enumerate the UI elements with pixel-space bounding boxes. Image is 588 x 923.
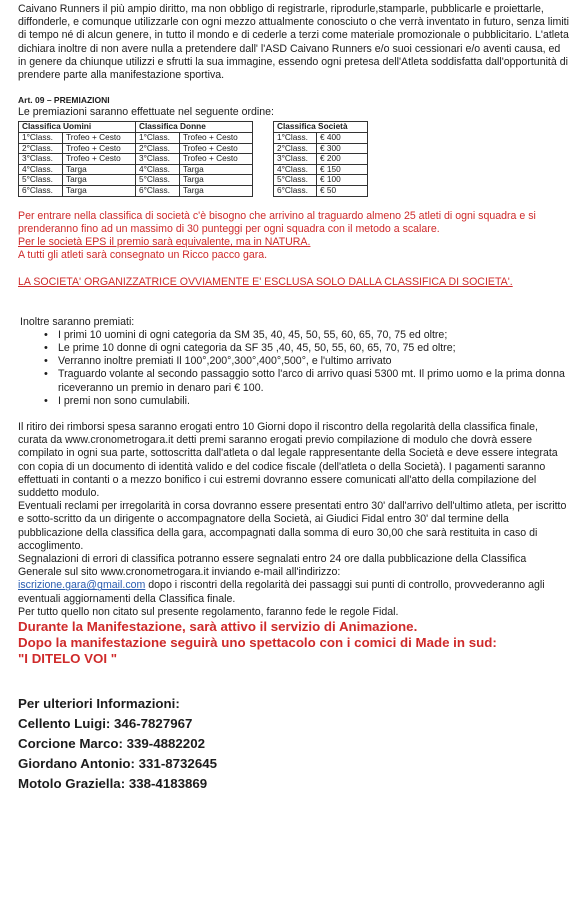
society-prize: € 200	[317, 154, 368, 165]
women-position: 1°Class.	[136, 133, 180, 144]
women-prize: Targa	[180, 164, 253, 175]
additional-prizes-intro: Inoltre saranno premiati:	[20, 315, 135, 328]
organizer-exclusion-notice: LA SOCIETA' ORGANIZZATRICE OVVIAMENTE E' ESCLUSA SOLO DALLA CLASSIFICA DI SOCIETA'.	[18, 276, 513, 289]
men-prize: Targa	[63, 164, 136, 175]
show-title: "I DITELO VOI "	[18, 651, 118, 667]
individual-ranking-table	[18, 121, 253, 196]
list-item: • I primi 10 uomini di ogni categoria da SM 35, 40, 45, 50, 55, 60, 65, 70, 75 ed oltre;	[58, 329, 570, 342]
men-position: 6°Class.	[19, 185, 63, 196]
women-prize: Trofeo + Cesto	[180, 133, 253, 144]
society-position: 5°Class.	[274, 175, 317, 186]
list-item: • Traguardo volante al secondo passaggio sotto l'arco di arrivo quasi 5300 mt. Il primo uomo e la prima donna riceveranno un premio in denaro pari € 100.	[58, 368, 570, 394]
table-row	[274, 185, 368, 196]
email-link[interactable]: iscrizione.gara@gmail.com	[18, 579, 146, 592]
women-position: 4°Class.	[136, 164, 180, 175]
women-position: 2°Class.	[136, 143, 180, 154]
eps-note: Per le società EPS il premio sarà equivalente, ma in NATURA.	[18, 235, 311, 248]
women-position: 5°Class.	[136, 175, 180, 186]
claims-paragraph: Eventuali reclami per irregolarità in corsa dovranno essere presentati entro 30' dall'arrivo dell'ultimo atleta, per iscritto e sotto-scritto da un dirigente o accompagnatore della Società, ai Giudici Fidal entro 30' dal termine della pubblicazione della classifica della gara, accompagnati dalla somma di euro 30,00 che sarà restituita in caso di accoglimento.	[18, 500, 567, 552]
show-announcement: Dopo la manifestazione seguirà uno spettacolo con i comici di Made in sud:	[18, 635, 497, 651]
intro-paragraph: Caivano Runners il più ampio diritto, ma non obbligo di registrarle, riprodurle,stamparle, pubblicarle e proiettarle, diffonderle, e comunque utilizzarle con ogni mezzo attualmente conosciuto o che verrà inventato in futuro, senza limiti di tempo né di alcun genere, in tutto il mondo e di cederle a terzi come materiale promozionale o pubblicitario. L'atleta dichiara inoltre di non avere nulla a pretendere dall' l'ASD Caivano Runners e/o suoi cessionari e/o aventi causa, ed in genere da chiunque utilizzi e sfrutti la sua immagine, essendo ogni pretesa dell'Atleta soddisfatta dall'opportunità di prendere parte alla manifestazione sportiva.	[18, 3, 569, 82]
society-rules-text: Per entrare nella classifica di società c'è bisogno che arrivino al traguardo almeno 25 atleti di ogni squadra e si prenderanno fino ad un massimo di 30 punteggi per ogni squadra con il metodo a scalare.	[18, 209, 536, 235]
table-row	[19, 185, 253, 196]
event-announcements	[18, 619, 570, 667]
email-followup-text: dopo i riscontri della regolarità dei passaggi sui punti di controllo, provvederanno agli eventuali aggiornamenti della Classifica finale.	[18, 579, 545, 605]
table-row	[274, 164, 368, 175]
contacts-title: Per ulteriori Informazioni:	[18, 696, 180, 712]
society-position: 1°Class.	[274, 133, 317, 144]
contact-person: Corcione Marco: 339-4882202	[18, 736, 205, 752]
women-position: 6°Class.	[136, 185, 180, 196]
animation-announcement: Durante la Manifestazione, sarà attivo il servizio di Animazione.	[18, 619, 418, 635]
society-position: 3°Class.	[274, 154, 317, 165]
men-position: 4°Class.	[19, 164, 63, 175]
society-ranking-table	[273, 121, 368, 196]
article-title: Art. 09 – PREMIAZIONI	[18, 95, 110, 106]
race-pack-note: A tutti gli atleti sarà consegnato un Ricco pacco gara.	[18, 249, 268, 262]
society-ranking-header: Classifica Società	[274, 122, 368, 133]
table-row	[19, 143, 253, 154]
women-ranking-header: Classifica Donne	[136, 122, 253, 133]
table-row	[19, 164, 253, 175]
men-prize: Trofeo + Cesto	[63, 143, 136, 154]
contact-person: Cellento Luigi: 346-7827967	[18, 716, 193, 732]
society-prize: € 400	[317, 133, 368, 144]
contact-person: Motolo Graziella: 338-4183869	[18, 776, 208, 792]
table-row	[274, 175, 368, 186]
women-prize: Trofeo + Cesto	[180, 154, 253, 165]
women-position: 3°Class.	[136, 154, 180, 165]
society-prize: € 150	[317, 164, 368, 175]
men-position: 3°Class.	[19, 154, 63, 165]
women-prize: Targa	[180, 175, 253, 186]
men-prize: Trofeo + Cesto	[63, 154, 136, 165]
society-position: 2°Class.	[274, 143, 317, 154]
men-prize: Targa	[63, 185, 136, 196]
men-position: 1°Class.	[19, 133, 63, 144]
men-position: 2°Class.	[19, 143, 63, 154]
prize-tables	[18, 121, 570, 196]
refund-paragraph: Il ritiro dei rimborsi spesa saranno erogati entro 10 Giorni dopo il riscontro della regolarità della classifica finale, curata da www.cronometrogara.it detti premi saranno erogati previo compilazione di modulo che dovrà essere compilato in ogni sua parte, sottoscritta dall'atleta o dal legale rappresentante della Società e deve essere integrata con copia di un documento di identità valido e del codice fiscale (dell'atleta o della Società). I pagamenti saranno effettuati in contanti o a mezzo bonifico i cui estremi dovranno essere comunicati all'atto della compilazione del suddetto modulo.	[18, 421, 558, 500]
society-rules-note	[18, 210, 570, 263]
contacts-section	[18, 694, 570, 794]
additional-prizes-list	[18, 329, 570, 408]
society-prize: € 100	[317, 175, 368, 186]
list-item: • I premi non sono cumulabili.	[58, 395, 570, 408]
society-position: 4°Class.	[274, 164, 317, 175]
men-prize: Targa	[63, 175, 136, 186]
list-item: • Verranno inoltre premiati Il 100°,200°,300°,400°,500°, e l'ultimo arrivato	[58, 355, 570, 368]
list-item: • Le prime 10 donne di ogni categoria da SF 35 ,40, 45, 50, 55, 60, 65, 70, 75 ed oltre;	[58, 342, 570, 355]
society-position: 6°Class.	[274, 185, 317, 196]
table-row	[274, 154, 368, 165]
table-row	[19, 154, 253, 165]
women-prize: Targa	[180, 185, 253, 196]
table-row	[19, 133, 253, 144]
table-row	[274, 133, 368, 144]
errors-paragraph: Segnalazioni di errori di classifica potranno essere segnalati entro 24 ore dalla pubblicazione della Classifica Generale sul sito www.cronometrogara.it inviando e-mail all'indirizzo:	[18, 553, 527, 579]
contact-person: Giordano Antonio: 331-8732645	[18, 756, 218, 772]
email-paragraph	[18, 579, 570, 605]
society-prize: € 50	[317, 185, 368, 196]
men-ranking-header: Classifica Uomini	[19, 122, 136, 133]
women-prize: Trofeo + Cesto	[180, 143, 253, 154]
men-prize: Trofeo + Cesto	[63, 133, 136, 144]
rules-section	[18, 421, 570, 619]
table-row	[274, 143, 368, 154]
men-position: 5°Class.	[19, 175, 63, 186]
fidal-paragraph: Per tutto quello non citato sul presente regolamento, faranno fede le regole Fidal.	[18, 605, 399, 618]
table-row	[19, 175, 253, 186]
article-subtitle: Le premiazioni saranno effettuate nel seguente ordine:	[18, 106, 274, 119]
society-prize: € 300	[317, 143, 368, 154]
